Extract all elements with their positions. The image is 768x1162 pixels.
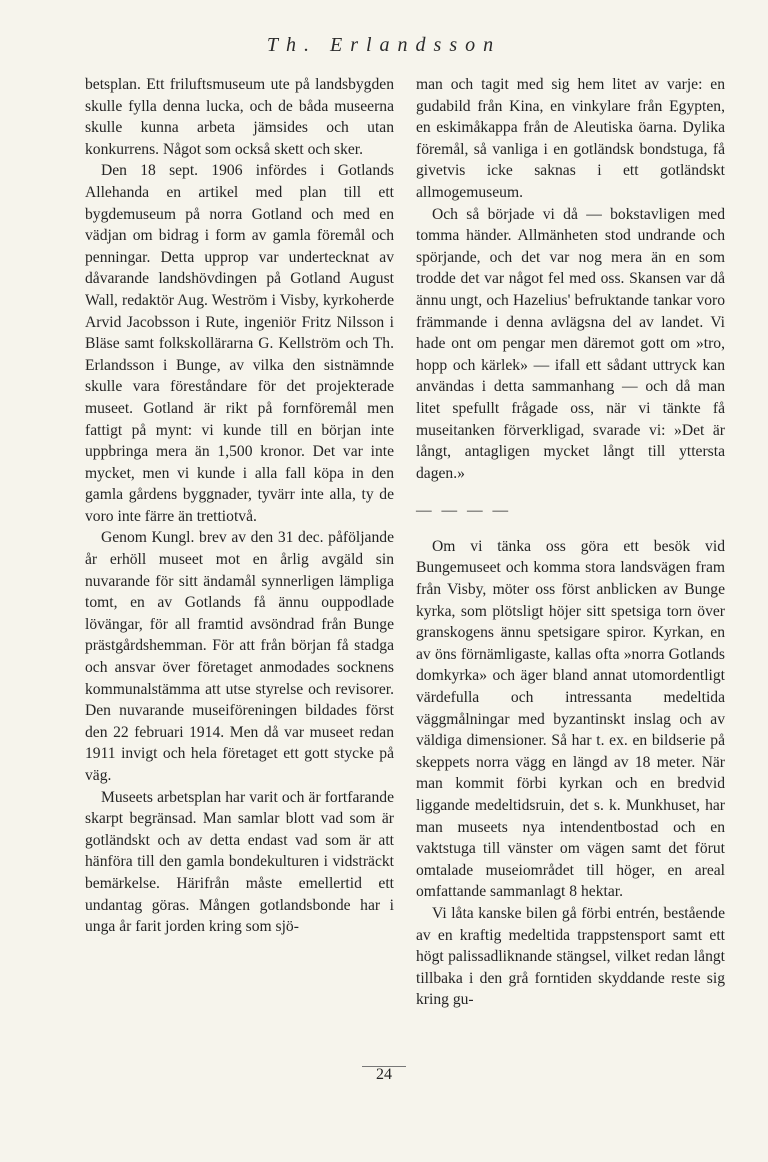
paragraph: betsplan. Ett friluftsmuseum ute på landsbygden skulle fylla denna lucka, och de båda museerna skulle kunna arbeta jämsides och utan konkurrens. Något som också skett och sker. [85,76,394,158]
right-column [416,74,725,1011]
paragraph: man och tagit med sig hem litet av varje: en gudabild från Kina, en vinkylare från Egypten, en eskimåkappa från de Aleutiska öarna. Dylika föremål, så vanliga i en gotländsk bondstuga, få givetvis icke saknas i ett gotländskt allmogemuseum. [416,76,725,201]
paragraph: Museets arbetsplan har varit och är fortfarande skarpt begränsad. Man samlar blott vad som är gotländskt och av detta endast vad som är att hänföra till den gamla bondekulturen i vidsträckt bemärkelse. Härifrån måste emellertid ett undantag göras. Mången gotlandsbonde har i unga år farit jorden kring som sjö- [85,788,394,936]
paragraph: Vi låta kanske bilen gå förbi entrén, bestående av en kraftig medeltida trappstensport samt ett högt palissadliknande stängsel, vilket redan långt tillbaka i den grå forntiden skyddande reste sig kring gu- [416,904,725,1009]
section-break: — — — — [416,502,512,520]
paragraph: Och så började vi då — bokstavligen med tomma händer. Allmänheten stod undrande och spörjande, och det var nog mera än en som trodde det var något fel med oss. Skansen var då ännu ungt, och Hazelius' befruktande tankar voro främmande i denna avlägsna del av landet. Vi hade ont om pengar men däremot gott om »tro, hopp och kärlek» — ifall ett sådant uttryck kan användas i detta sammanhang — och då man litet spefullt frågade oss, när vi tänkte få museitanken förverkligad, svarade vi: »Det är långt, antagligen mycket långt till yttersta dagen.» [416,205,725,482]
paragraph: Genom Kungl. brev av den 31 dec. påföljande år erhöll museet mot en årlig avgäld sin nuvarande för sitt ändamål synnerligen lämpliga tomt, en av Gotlands få ännu ouppodlade lövängar, för all framtid avsöndrad från Bunge prästgårdshemman. För att från början få stadga och ansvar över företaget anmodades socknens kommunalstämma att utse styrelse och revisorer. Den nuvarande museiföreningen bildades först den 22 februari 1914. Men då var museet redan 1911 invigt och hela företaget ett gott stycke på väg. [85,529,394,784]
paragraph: Om vi tänka oss göra ett besök vid Bungemuseet och komma stora landsvägen fram från Visby, möter oss först anblicken av Bunge kyrka, som plötsligt höjer sitt spetsiga torn över granskogens ännu spetsigare spiror. Kyrkan, en av öns förnämligaste, kallas ofta »norra Gotlands domkyrka» och äger bland annat utomordentligt värdefulla och intressanta medeltida väggmålningar med byzantinskt inslag och av väldiga dimensioner. Så har t. ex. en bildserie på skeppets norra vägg en längd av 18 meter. När man kommit förbi kyrkan och en bredvid liggande medeltidsruin, det s. k. Munkhuset, har man museets nya intendentbostad och en vaktstuga till vänster om vägen samt det förut omtalade museiområdet till höger, en areal omfattande sammanlagt 8 hektar. [416,537,725,901]
left-column [85,74,394,938]
page-number: 24 [376,1066,392,1083]
paragraph: Den 18 sept. 1906 infördes i Gotlands Allehanda en artikel med plan till ett bygdemuseum på norra Gotland och med en vädjan om bidrag i form av gamla föremål och penningar. Detta upprop var undertecknat av dåvarande landshövdingen på Gotland August Wall, redaktör Aug. Weström i Visby, kyrkoherde Arvid Jacobsson i Rute, ingeniör Fritz Nilsson i Bläse samt folkskollärarna G. Kellström och Th. Erlandsson i Bunge, av vilka den sistnämnde skulle vara föreståndare för det projekterade museet. Gotland är rikt på fornföremål men fattigt på mynt: vi kunde till en början inte uppbringa mera än 1,500 kronor. Det var inte mycket, men vi kunde i alla fall köpa in den gamla gårdens byggnader, tyvärr inte alla, ty de voro inte färre än trettiotvå. [85,162,394,525]
running-head: Th. Erlandsson [266,34,502,56]
